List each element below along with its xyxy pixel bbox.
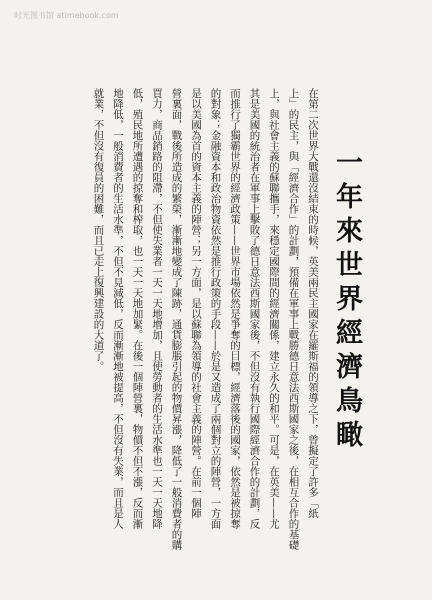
text-column: 就業，不但沒有復員的困難，而且已走上復興建設的大道了。 [92, 88, 105, 372]
text-column: 在第二次世界大戰還沒結束的時候，英美兩民主國家在羅斯福的領導之下，曾擬定了許多「紙 [307, 88, 319, 519]
text-column: 上，與社會主義的蘇聯攜手，來穩定國際間的經濟關係，建立永久的和平。可是，在英美——尤 [268, 88, 280, 529]
text-column: 買力，商品銷路的阻滯，不但使失業者一天一天地增加，且使勞動者的生活水準也一天一天地降 [151, 88, 163, 529]
text-column: 營裏面，戰後所造成的繁榮，漸漸地變成了陳跡，通貨膨脹引起的物價昇漲，降低了一般消費者的購 [170, 88, 183, 550]
text-column: 而推行了獨霸世界的經濟政策——世界市場依然是爭奪的目標，經濟落後的國家，依然是被掠奪 [229, 88, 241, 529]
text-column: 是以美國為首的資本主義的陣營；另一方面，是以蘇聯為領導的社會主義的陣營。在前一個陣 [190, 88, 202, 519]
text-column: 的對象；金融資本和政治物資依然是推行政策的手段——於是又造成了兩個對立的陣營，一方面 [209, 88, 222, 529]
watermark: 时光图书馆 atimebook.com [14, 11, 119, 20]
body-text [88, 88, 322, 558]
text-column: 低，殖民地所遭遇的掠奪和榨取，也一天一天地加緊。在後一個陣營裏，物價不但不漲，反而漸 [131, 88, 144, 529]
text-column: 其是美國的統治者在軍事上擊敗了德日意法西斯國家後，不但沒有執行國際經濟合作的計劃，反 [248, 88, 261, 529]
text-column: 地降低，一般消費者的生活水準，不但不見減低，反而漸漸地被提高，不但沒有失業，而且是人 [112, 88, 124, 529]
page-title: 一年來世界經濟鳥瞰 [331, 148, 362, 454]
text-column: 上」的民主，與「經濟合作」的計劃，預備在軍事上戰勝德日意法西斯國家之後，在相互合作的基礎 [287, 88, 300, 550]
